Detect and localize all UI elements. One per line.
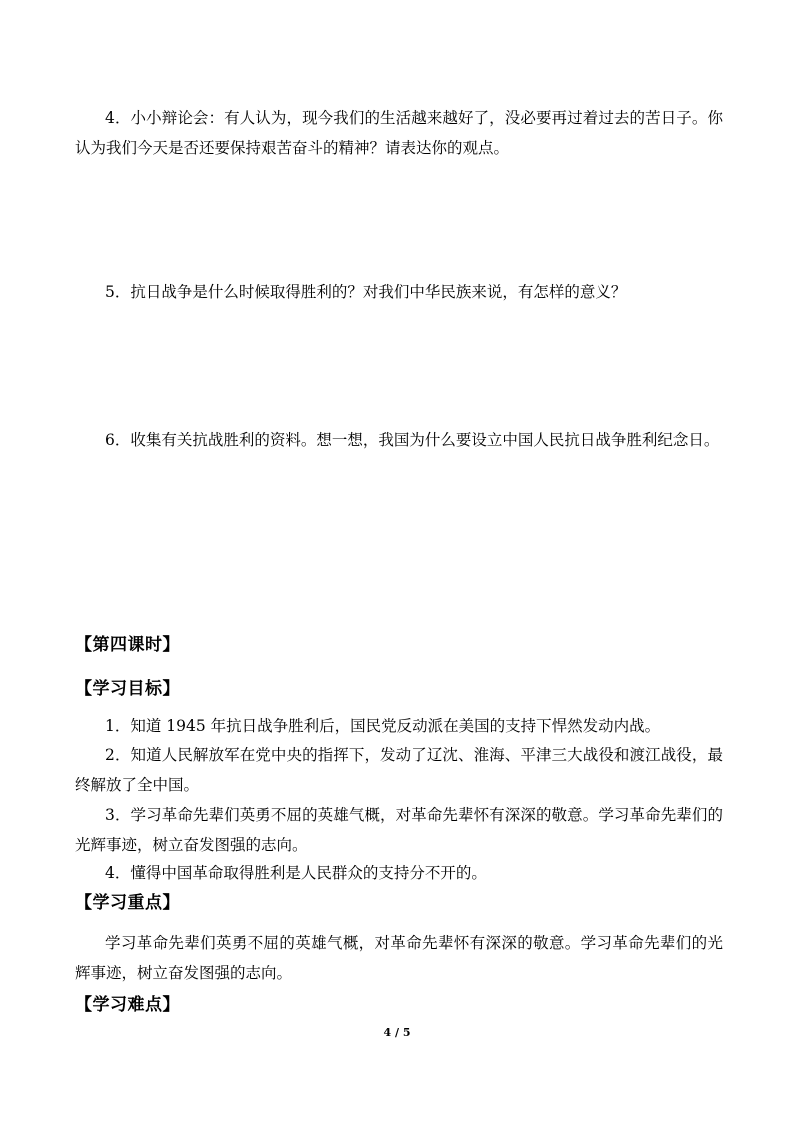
- question-6: 6．收集有关抗战胜利的资料。想一想，我国为什么要设立中国人民抗日战争胜利纪念日。: [105, 431, 720, 449]
- goal-item-2: 2．知道人民解放军在党中央的指挥下，发动了辽沈、淮海、平津三大战役和渡江战役，最终解放了全中国。: [75, 746, 723, 794]
- goal-item-1: 1．知道 1945 年抗日战争胜利后，国民党反动派在美国的支持下悍然发动内战。: [105, 717, 661, 735]
- goal-item-3: 3．学习革命先辈们英勇不屈的英雄气概，对革命先辈怀有深深的敬意。学习革命先辈们的光辉事迹，树立奋发图强的志向。: [75, 806, 723, 854]
- lesson-title: 【第四课时】: [75, 635, 180, 655]
- question-4: 4．小小辩论会：有人认为，现今我们的生活越来越好了，没必要再过着过去的苦日子。你认为我们今天是否还要保持艰苦奋斗的精神？请表达你的观点。: [75, 109, 723, 157]
- difficulty-heading: 【学习难点】: [75, 995, 180, 1015]
- key-points-text: 学习革命先辈们英勇不屈的英雄气概，对革命先辈怀有深深的敬意。学习革命先辈们的光辉事迹，树立奋发图强的志向。: [75, 934, 723, 982]
- goals-heading: 【学习目标】: [75, 679, 180, 699]
- question-5: 5．抗日战争是什么时候取得胜利的？对我们中华民族来说，有怎样的意义？: [105, 283, 627, 301]
- page-number: 4 / 5: [383, 1026, 411, 1039]
- goal-item-4: 4．懂得中国革命取得胜利是人民群众的支持分不开的。: [105, 864, 487, 882]
- key-points-heading: 【学习重点】: [75, 893, 180, 913]
